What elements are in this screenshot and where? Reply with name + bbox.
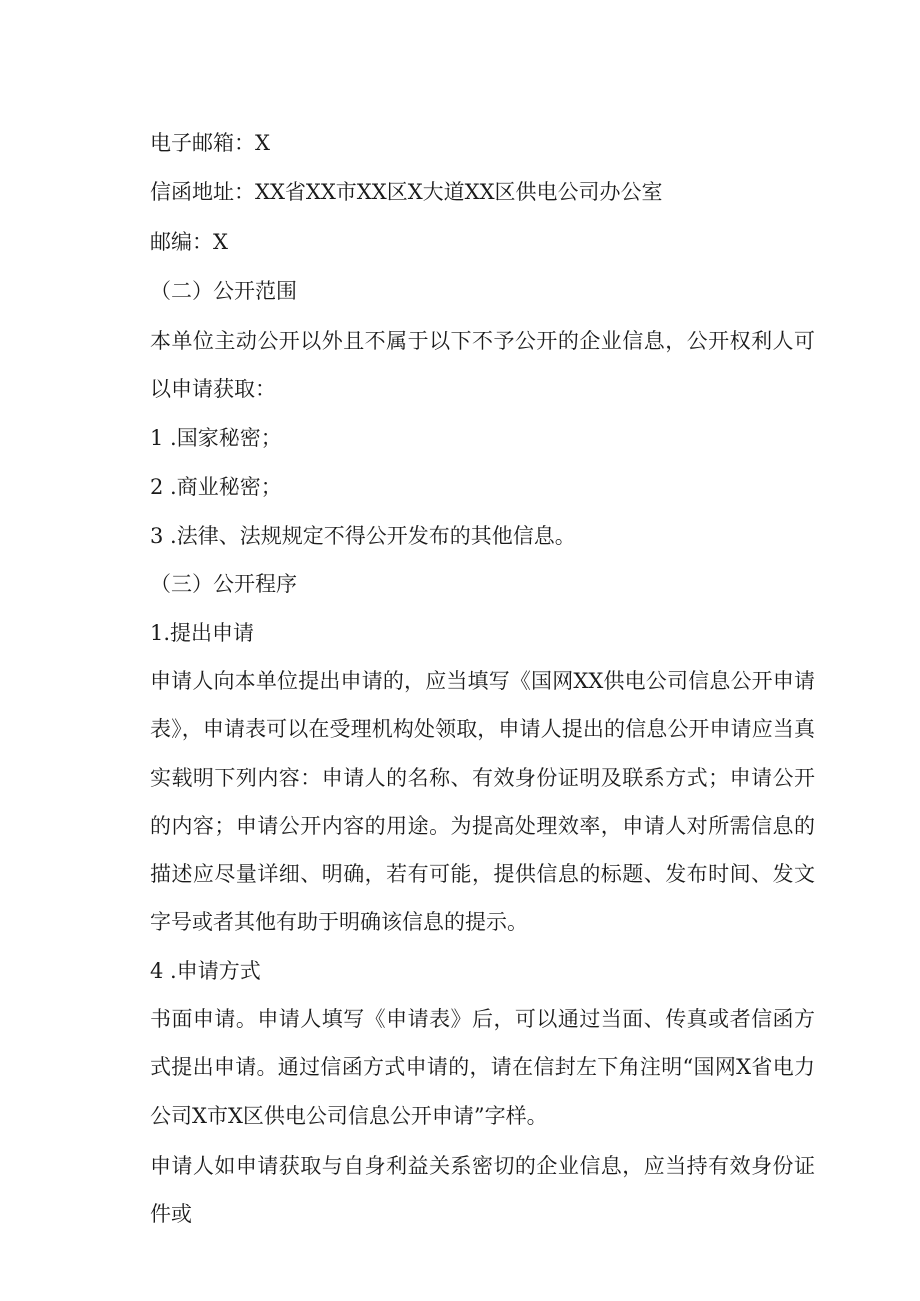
section2-item-2: 2 .商业秘密； (150, 475, 282, 499)
step1-body-text: 申请人向本单位提出申请的，应当填写《国网XX供电公司信息公开申请表》，申请表可以在受理机构处领取，申请人提出的信息公开申请应当真实载明下列内容：申请人的名称、有效身份证明及联系方式；申请公开的内容；申请公开内容的用途。为提高处理效率，申请人对所需信息的描述应尽量详细、明确，若有可能，提供信息的标题、发布时间、发文字号或者其他有助于明确该信息的提示。 (150, 669, 815, 935)
section2-item-1: 1 .国家秘密； (150, 426, 282, 450)
section2-intro-paragraph (109, 317, 815, 414)
step4-tail-text: 申请人如申请获取与自身利益关系密切的企业信息，应当持有效身份证件或 (150, 1154, 815, 1227)
contact-postcode: 邮编：X (150, 230, 228, 254)
contact-address: 信函地址：XX省XX市XX区X大道XX区供电公司办公室 (150, 180, 663, 204)
section2-item-3: 3 .法律、法规规定不得公开发布的其他信息。 (150, 524, 576, 548)
step4-body-text: 书面申请。申请人填写《申请表》后，可以通过当面、传真或者信函方式提出申请。通过信函方式申请的，请在信封左下角注明“国网X省电力公司X市X区供电公司信息公开申请”字样。 (150, 1007, 815, 1128)
step4-body-paragraph (109, 995, 815, 1140)
section3-heading: （三）公开程序 (150, 572, 297, 596)
section2-heading: （二）公开范围 (150, 279, 297, 303)
step4-heading: 4 .申请方式 (150, 959, 261, 983)
step1-body-paragraph (109, 657, 815, 947)
section2-intro-text: 本单位主动公开以外且不属于以下不予公开的企业信息，公开权利人可以申请获取： (150, 329, 815, 402)
step4-tail-paragraph (109, 1142, 815, 1239)
step1-heading: 1.提出申请 (150, 621, 255, 645)
contact-email: 电子邮箱：X (150, 131, 270, 155)
